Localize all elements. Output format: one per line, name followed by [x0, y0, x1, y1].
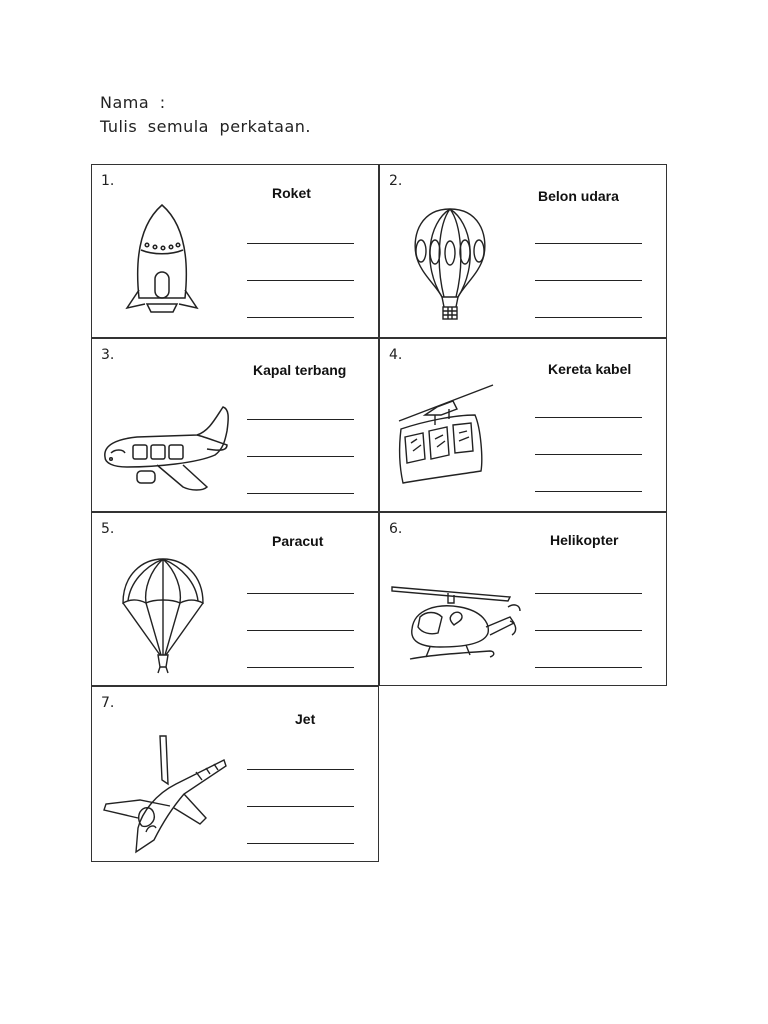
item-number: 3. [101, 347, 115, 363]
item-cell-4 [379, 338, 667, 512]
writing-line-2[interactable] [247, 456, 354, 457]
airplane-icon [97, 401, 232, 501]
writing-line-1[interactable] [247, 243, 354, 244]
rocket-icon [117, 200, 207, 325]
jet-icon [100, 732, 232, 857]
item-word: Helikopter [550, 532, 619, 548]
item-cell-6 [379, 512, 667, 686]
item-word: Roket [272, 185, 311, 201]
writing-line-3[interactable] [247, 493, 354, 494]
helicopter-icon [390, 581, 525, 671]
writing-line-2[interactable] [247, 280, 354, 281]
writing-line-3[interactable] [535, 491, 642, 492]
writing-line-3[interactable] [535, 317, 642, 318]
item-number: 4. [389, 347, 403, 363]
writing-line-2[interactable] [247, 806, 354, 807]
writing-line-3[interactable] [247, 843, 354, 844]
item-word: Belon udara [538, 188, 619, 204]
writing-line-3[interactable] [247, 667, 354, 668]
writing-line-2[interactable] [535, 280, 642, 281]
writing-line-1[interactable] [535, 417, 642, 418]
item-cell-3 [91, 338, 379, 512]
writing-line-1[interactable] [247, 593, 354, 594]
writing-line-2[interactable] [535, 630, 642, 631]
writing-line-3[interactable] [535, 667, 642, 668]
item-word: Kapal terbang [253, 362, 347, 378]
item-cell-1 [91, 164, 379, 338]
item-word: Kereta kabel [548, 361, 632, 377]
item-number: 2. [389, 173, 403, 189]
item-number: 6. [389, 521, 403, 537]
item-cell-2 [379, 164, 667, 338]
item-word: Paracut [272, 533, 324, 549]
item-cell-7 [91, 686, 379, 862]
writing-line-1[interactable] [247, 769, 354, 770]
writing-line-1[interactable] [535, 593, 642, 594]
writing-line-3[interactable] [247, 317, 354, 318]
item-cell-5 [91, 512, 379, 686]
item-number: 1. [101, 173, 115, 189]
instruction-text: Tulis semula perkataan. [100, 117, 312, 136]
hot-air-balloon-icon [410, 205, 490, 323]
writing-line-1[interactable] [535, 243, 642, 244]
item-number: 7. [101, 695, 115, 711]
item-number: 5. [101, 521, 115, 537]
writing-line-2[interactable] [535, 454, 642, 455]
writing-line-1[interactable] [247, 419, 354, 420]
parachute-icon [120, 555, 206, 675]
name-label: Nama : [100, 93, 166, 112]
cable-car-icon [395, 379, 505, 494]
worksheet-header [100, 91, 311, 139]
item-word: Jet [295, 711, 316, 727]
writing-line-2[interactable] [247, 630, 354, 631]
